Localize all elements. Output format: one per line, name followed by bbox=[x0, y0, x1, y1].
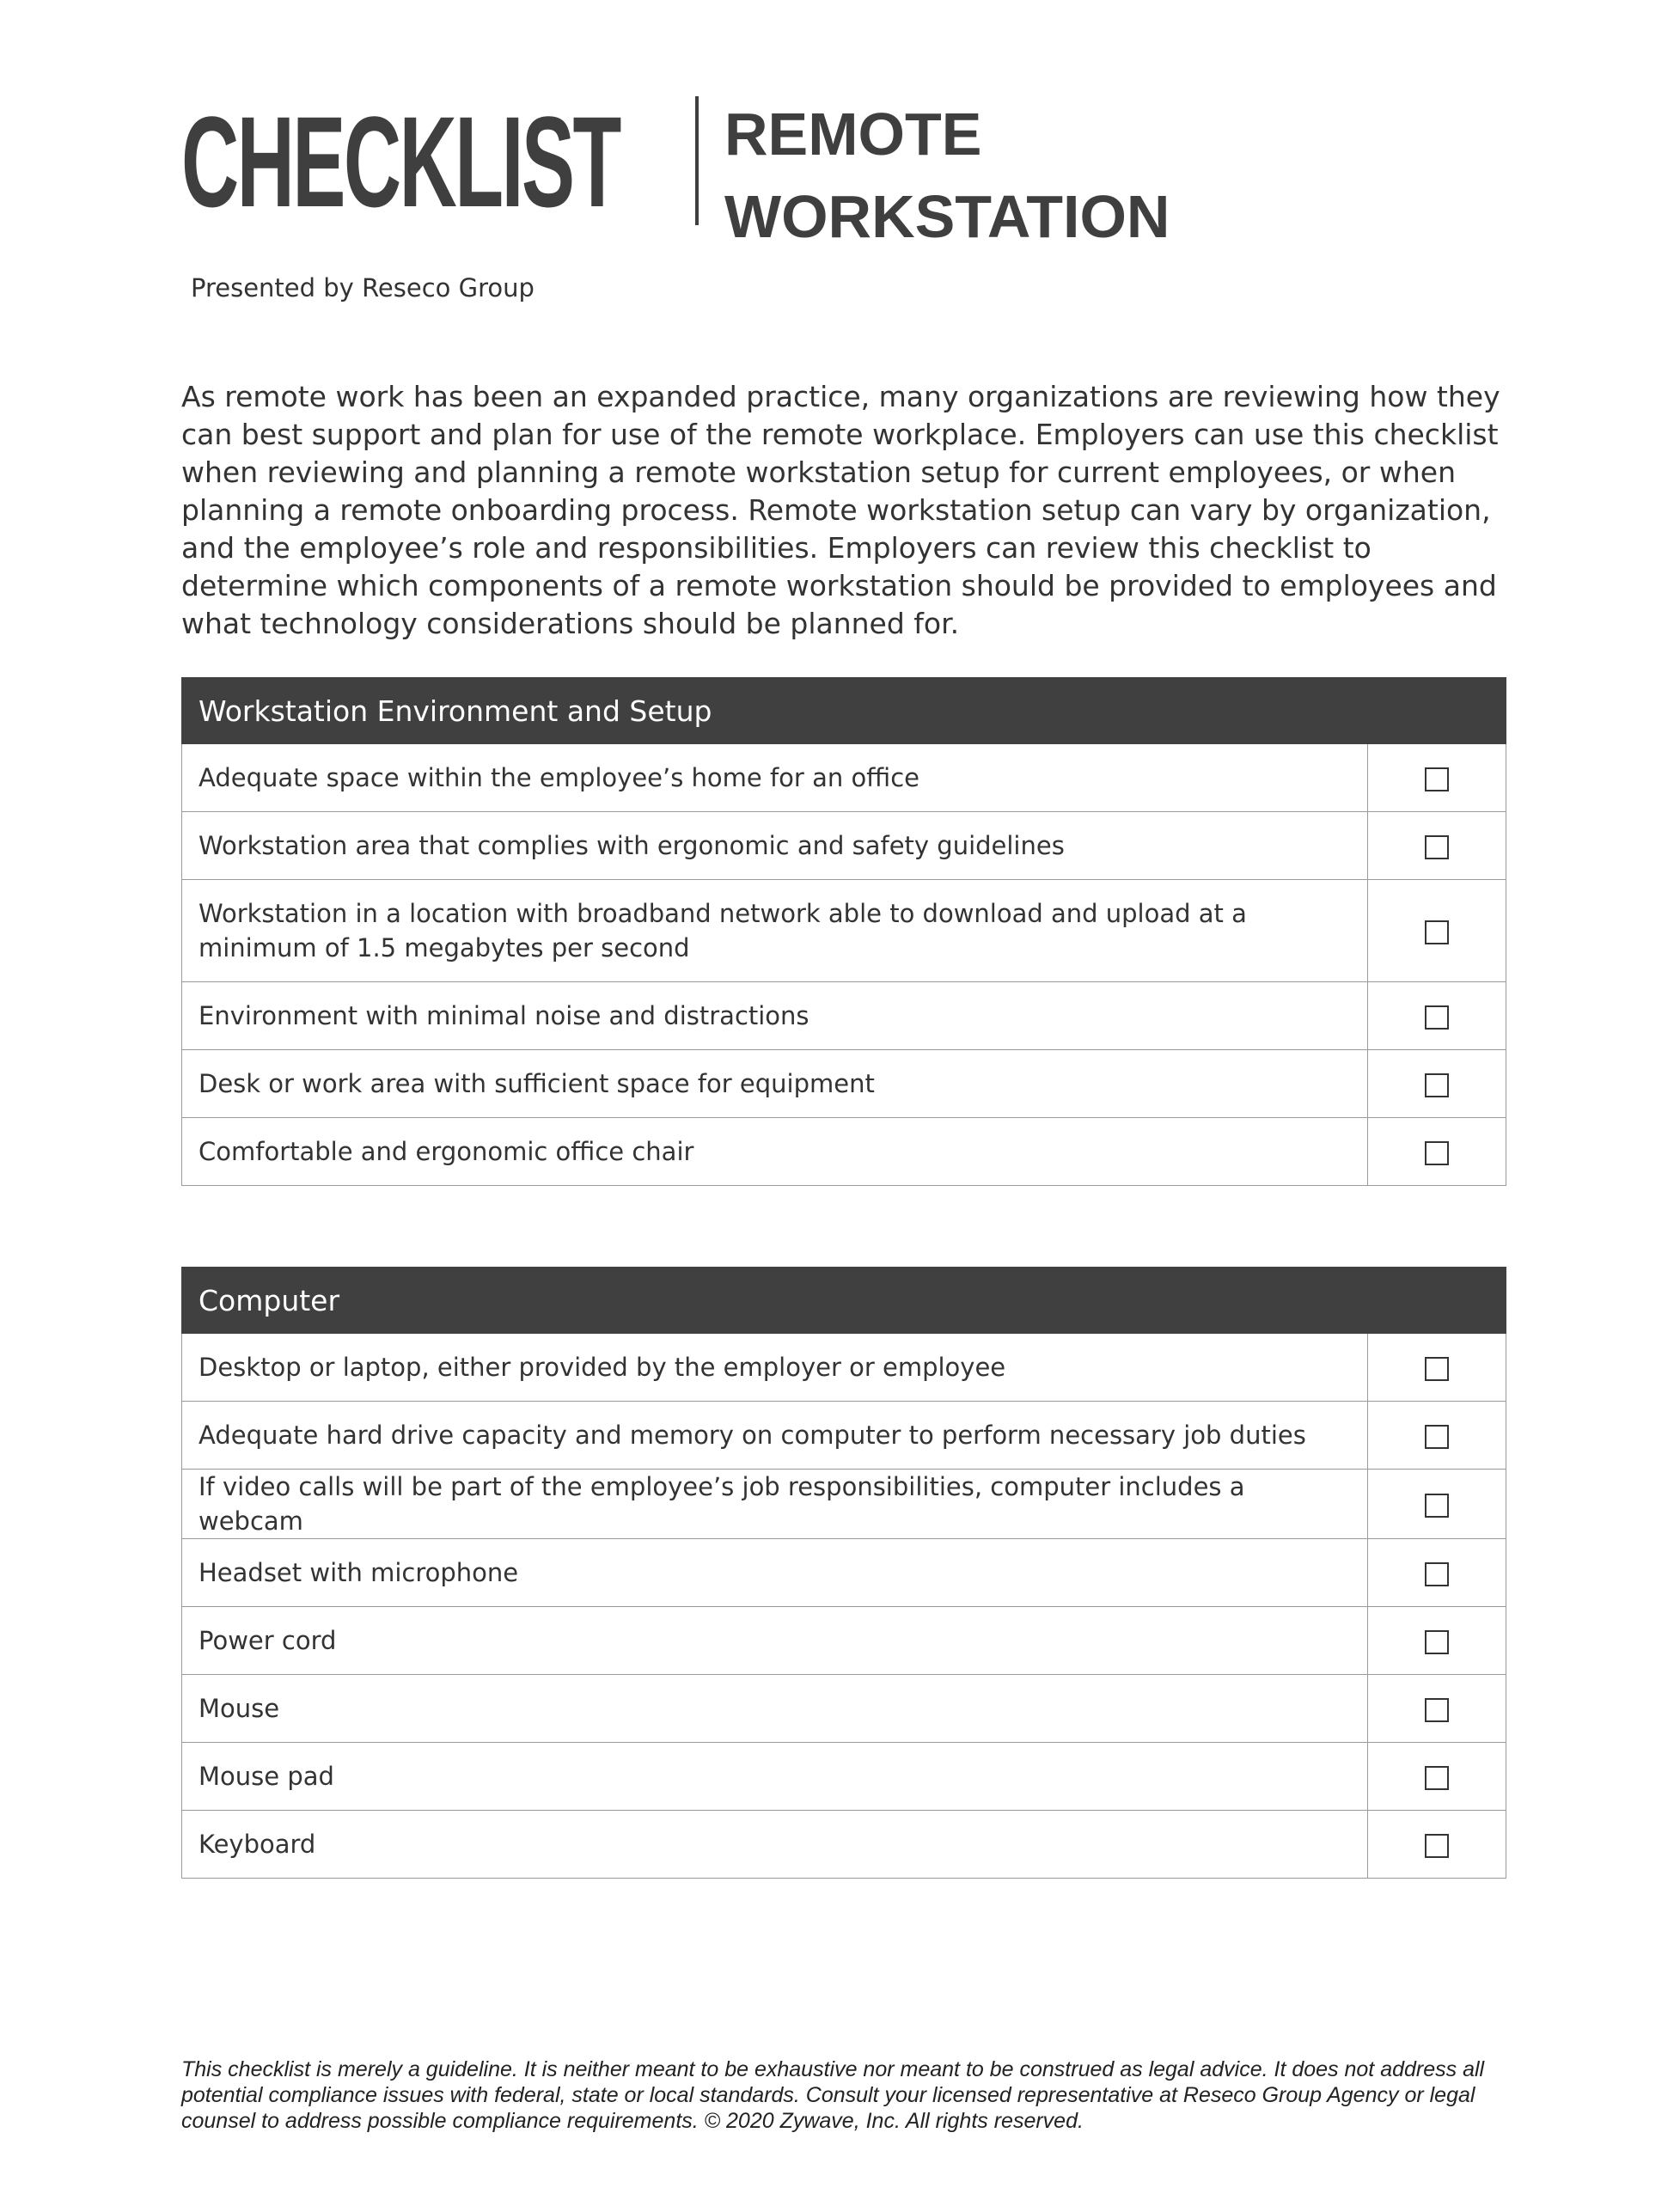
checklist-item-label: Environment with minimal noise and distractions bbox=[182, 982, 1368, 1050]
checkbox[interactable] bbox=[1425, 1834, 1449, 1858]
checkbox[interactable] bbox=[1425, 1494, 1449, 1518]
checklist-item-label: Power cord bbox=[182, 1607, 1368, 1675]
checkbox[interactable] bbox=[1425, 1562, 1449, 1586]
checklist-row bbox=[182, 744, 1506, 812]
checkbox-cell bbox=[1368, 1607, 1506, 1675]
checklist-item-label: Desktop or laptop, either provided by the employer or employee bbox=[182, 1334, 1368, 1402]
intro-paragraph: As remote work has been an expanded practice, many organizations are reviewing how they can best support and plan for use of the remote workplace. Employers can use this checklist when reviewing and planning a remote workstation setup for current employees, or when planning a remote onboarding process. Remote workstation setup can vary by organization, and the employee’s role and responsibilities. Employers can review this checklist to determine which components of a remote workstation should be provided to employees and what technology considerations should be planned for. bbox=[181, 380, 1500, 640]
checkbox[interactable] bbox=[1425, 835, 1449, 859]
checkbox-cell bbox=[1368, 1334, 1506, 1402]
checkbox-cell bbox=[1368, 1675, 1506, 1743]
checklist-item-label: Comfortable and ergonomic office chair bbox=[182, 1118, 1368, 1186]
checkbox-cell bbox=[1368, 1539, 1506, 1607]
checklist-item-label: If video calls will be part of the employee’s job responsibilities, computer includes a webcam bbox=[182, 1470, 1368, 1539]
checklist-item-label: Workstation area that complies with ergonomic and safety guidelines bbox=[182, 812, 1368, 880]
checklist-row bbox=[182, 1470, 1506, 1539]
checkbox-cell bbox=[1368, 1402, 1506, 1470]
checkbox-cell bbox=[1367, 812, 1506, 880]
checklist-row bbox=[182, 1402, 1506, 1470]
checklist-row bbox=[182, 1334, 1506, 1402]
checklist-row bbox=[182, 812, 1506, 880]
subtitle-line-2: WORKSTATION bbox=[724, 183, 1170, 250]
checklist-item-label: Workstation in a location with broadband network able to download and upload at a minimum of 1.5 megabytes per second bbox=[182, 880, 1368, 982]
checkbox[interactable] bbox=[1425, 1630, 1449, 1654]
checkbox[interactable] bbox=[1425, 1766, 1449, 1790]
checkbox-cell bbox=[1367, 880, 1506, 982]
checklist-item-label: Headset with microphone bbox=[182, 1539, 1368, 1607]
document-header bbox=[181, 89, 1384, 250]
checklist-item-label: Mouse pad bbox=[182, 1743, 1368, 1811]
checklist-row bbox=[182, 1118, 1506, 1186]
checklist-row bbox=[182, 1675, 1506, 1743]
section-title: Workstation Environment and Setup bbox=[182, 678, 1506, 744]
checkbox[interactable] bbox=[1425, 1425, 1449, 1449]
checkbox-cell bbox=[1368, 1811, 1506, 1879]
section-title: Computer bbox=[182, 1268, 1506, 1334]
checklist-item-label: Adequate hard drive capacity and memory on computer to perform necessary job duties bbox=[182, 1402, 1368, 1470]
checkbox[interactable] bbox=[1425, 1141, 1449, 1165]
disclaimer-footer: This checklist is merely a guideline. It is neither meant to be exhaustive nor meant to be construed as legal advice. It does not address all potential compliance issues with federal, state or local standards. Consult your licensed representative at Reseco Group Agency or legal counsel to address possible compliance requirements. © 2020 Zywave, Inc. All rights reserved. bbox=[181, 2057, 1485, 2133]
checkbox-cell bbox=[1367, 982, 1506, 1050]
checklist-row bbox=[182, 1607, 1506, 1675]
checklist-row bbox=[182, 1050, 1506, 1118]
section-workstation-environment bbox=[181, 677, 1506, 1186]
document-subtitle bbox=[724, 93, 1170, 258]
checklist-row bbox=[182, 1811, 1506, 1879]
checklist-row bbox=[182, 1539, 1506, 1607]
checklist-row bbox=[182, 880, 1506, 982]
title-divider bbox=[695, 96, 699, 225]
section-computer bbox=[181, 1267, 1506, 1879]
checkbox[interactable] bbox=[1425, 1005, 1449, 1030]
checkbox-cell bbox=[1368, 1743, 1506, 1811]
checklist-item-label: Adequate space within the employee’s home for an office bbox=[182, 744, 1368, 812]
checklist-row bbox=[182, 1743, 1506, 1811]
checkbox-cell bbox=[1367, 744, 1506, 812]
checklist-item-label: Mouse bbox=[182, 1675, 1368, 1743]
checkbox[interactable] bbox=[1425, 920, 1449, 944]
checkbox-cell bbox=[1367, 1118, 1506, 1186]
checkbox[interactable] bbox=[1425, 1073, 1449, 1097]
checkbox[interactable] bbox=[1425, 1357, 1449, 1381]
checkbox-cell bbox=[1367, 1050, 1506, 1118]
checklist-title: CHECKLIST bbox=[181, 89, 620, 234]
checkbox[interactable] bbox=[1425, 1698, 1449, 1722]
checklist-row bbox=[182, 982, 1506, 1050]
subtitle-line-1: REMOTE bbox=[724, 101, 982, 168]
checklist-item-label: Keyboard bbox=[182, 1811, 1368, 1879]
checkbox[interactable] bbox=[1425, 767, 1449, 791]
checkbox-cell bbox=[1368, 1470, 1506, 1539]
presented-by: Presented by Reseco Group bbox=[191, 273, 535, 302]
checklist-item-label: Desk or work area with sufficient space for equipment bbox=[182, 1050, 1368, 1118]
